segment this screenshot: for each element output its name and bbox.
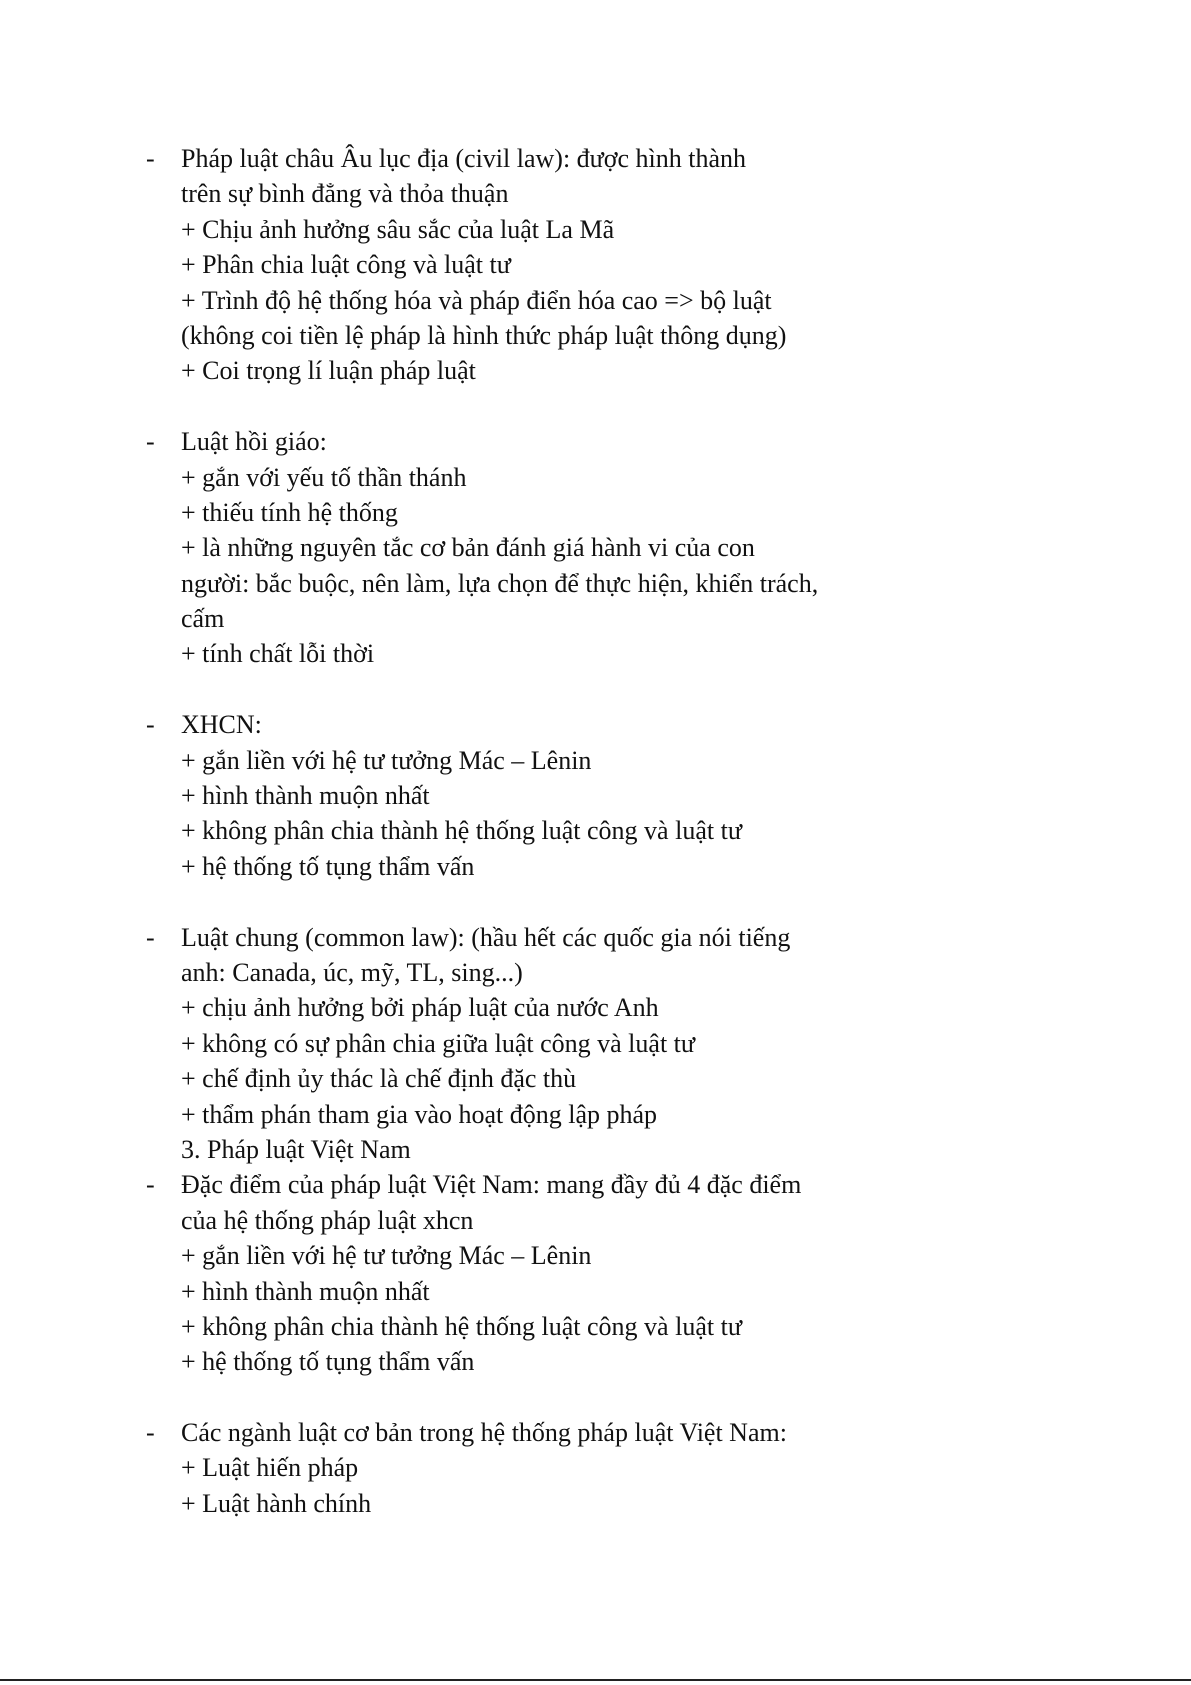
- list-item-text: (không coi tiền lệ pháp là hình thức pháp luật thông dụng): [181, 320, 787, 350]
- list-item-line: [0, 1274, 1191, 1309]
- list-item-line: [0, 955, 1191, 990]
- list-item-text: + Trình độ hệ thống hóa và pháp điển hóa cao => bộ luật: [181, 285, 772, 315]
- list-item-text: + chịu ảnh hưởng bởi pháp luật của nước Anh: [181, 993, 659, 1023]
- list-item-text: + không có sự phân chia giữa luật công và luật tư: [181, 1028, 695, 1058]
- list-item-line: [0, 743, 1191, 778]
- list-item-text: + Luật hiến pháp: [181, 1453, 359, 1483]
- list-item-text: của hệ thống pháp luật xhcn: [181, 1205, 474, 1235]
- list-item-text: Pháp luật châu Âu lục địa (civil law): được hình thành: [181, 144, 747, 173]
- list-item-text: + là những nguyên tắc cơ bản đánh giá hành vi của con: [181, 533, 755, 563]
- list-item-text: + hình thành muộn nhất: [181, 781, 430, 811]
- list-item-line: [0, 1450, 1191, 1485]
- paragraph-gap: [0, 389, 1191, 424]
- list-item-text: + thẩm phán tham gia vào hoạt động lập pháp: [181, 1099, 658, 1129]
- list-item-text: + hệ thống tố tụng thẩm vấn: [181, 851, 475, 881]
- list-item-text: + thiếu tính hệ thống: [181, 497, 398, 527]
- list-item-line: [0, 636, 1191, 671]
- list-item-text: + chế định ủy thác là chế định đặc thù: [181, 1064, 577, 1094]
- list-item-text: + Luật hành chính: [181, 1488, 372, 1518]
- list-item: [0, 1167, 1191, 1202]
- bullet-dash: -: [146, 1170, 155, 1200]
- list-item-text: XHCN:: [181, 710, 262, 740]
- list-item-text: Luật hồi giáo:: [181, 427, 327, 457]
- list-item-text: Đặc điểm của pháp luật Việt Nam: mang đầy đủ 4 đặc điểm: [181, 1170, 802, 1200]
- list-item-line: [0, 990, 1191, 1025]
- list-item-line: [0, 1061, 1191, 1096]
- list-item-text: + gắn với yếu tố thần thánh: [181, 462, 467, 492]
- list-item-line: [0, 283, 1191, 318]
- list-item-text: anh: Canada, úc, mỹ, TL, sing...): [181, 957, 523, 987]
- list-item-line: [0, 212, 1191, 247]
- page-bottom-rule: [0, 1679, 1191, 1681]
- list-item-text: + không phân chia thành hệ thống luật công và luật tư: [181, 1311, 742, 1341]
- bullet-dash: -: [146, 1418, 155, 1448]
- list-item-line: [0, 247, 1191, 282]
- list-item-text: + hình thành muộn nhất: [181, 1276, 430, 1306]
- list-item-text: trên sự bình đẳng và thỏa thuận: [181, 179, 509, 209]
- paragraph-gap: [0, 1380, 1191, 1415]
- paragraph-gap: [0, 672, 1191, 707]
- bullet-dash: -: [146, 144, 155, 173]
- section-heading: [0, 1132, 1191, 1167]
- list-item-line: [0, 1026, 1191, 1061]
- list-item: [0, 707, 1191, 742]
- list-item: [0, 920, 1191, 955]
- list-item-line: [0, 1309, 1191, 1344]
- list-item-text: + Chịu ảnh hưởng sâu sắc của luật La Mã: [181, 214, 615, 244]
- list-item-line: [0, 1203, 1191, 1238]
- list-item-line: [0, 1486, 1191, 1521]
- list-item-text: + tính chất lỗi thời: [181, 639, 375, 669]
- bullet-dash: -: [146, 710, 155, 740]
- list-item-line: [0, 1238, 1191, 1273]
- document-body: [0, 141, 1191, 1521]
- list-item-line: [0, 176, 1191, 211]
- bullet-dash: -: [146, 427, 155, 457]
- list-item-text: người: bắc buộc, nên làm, lựa chọn để thực hiện, khiển trách,: [181, 568, 819, 598]
- paragraph-gap: [0, 884, 1191, 919]
- list-item-line: [0, 566, 1191, 601]
- list-item-text: + Coi trọng lí luận pháp luật: [181, 356, 476, 386]
- list-item-line: [0, 778, 1191, 813]
- list-item-text: + gắn liền với hệ tư tưởng Mác – Lênin: [181, 745, 592, 775]
- bullet-dash: -: [146, 922, 155, 952]
- section-heading-text: 3. Pháp luật Việt Nam: [181, 1134, 411, 1164]
- list-item-line: [0, 849, 1191, 884]
- list-item-text: + hệ thống tố tụng thẩm vấn: [181, 1347, 475, 1377]
- list-item-line: [0, 318, 1191, 353]
- list-item-line: [0, 495, 1191, 530]
- list-item: [0, 1415, 1191, 1450]
- list-item-text: + Phân chia luật công và luật tư: [181, 250, 511, 280]
- list-item-line: [0, 530, 1191, 565]
- list-item: [0, 141, 1191, 176]
- list-item-text: + gắn liền với hệ tư tưởng Mác – Lênin: [181, 1241, 592, 1271]
- list-item-text: cấm: [181, 604, 225, 634]
- list-item-text: Các ngành luật cơ bản trong hệ thống pháp luật Việt Nam:: [181, 1418, 787, 1448]
- list-item-line: [0, 1097, 1191, 1132]
- list-item-line: [0, 813, 1191, 848]
- list-item-text: Luật chung (common law): (hầu hết các quốc gia nói tiếng: [181, 922, 791, 952]
- list-item-line: [0, 1344, 1191, 1379]
- list-item-line: [0, 601, 1191, 636]
- list-item-text: + không phân chia thành hệ thống luật công và luật tư: [181, 816, 742, 846]
- list-item: [0, 424, 1191, 459]
- list-item-line: [0, 353, 1191, 388]
- list-item-line: [0, 460, 1191, 495]
